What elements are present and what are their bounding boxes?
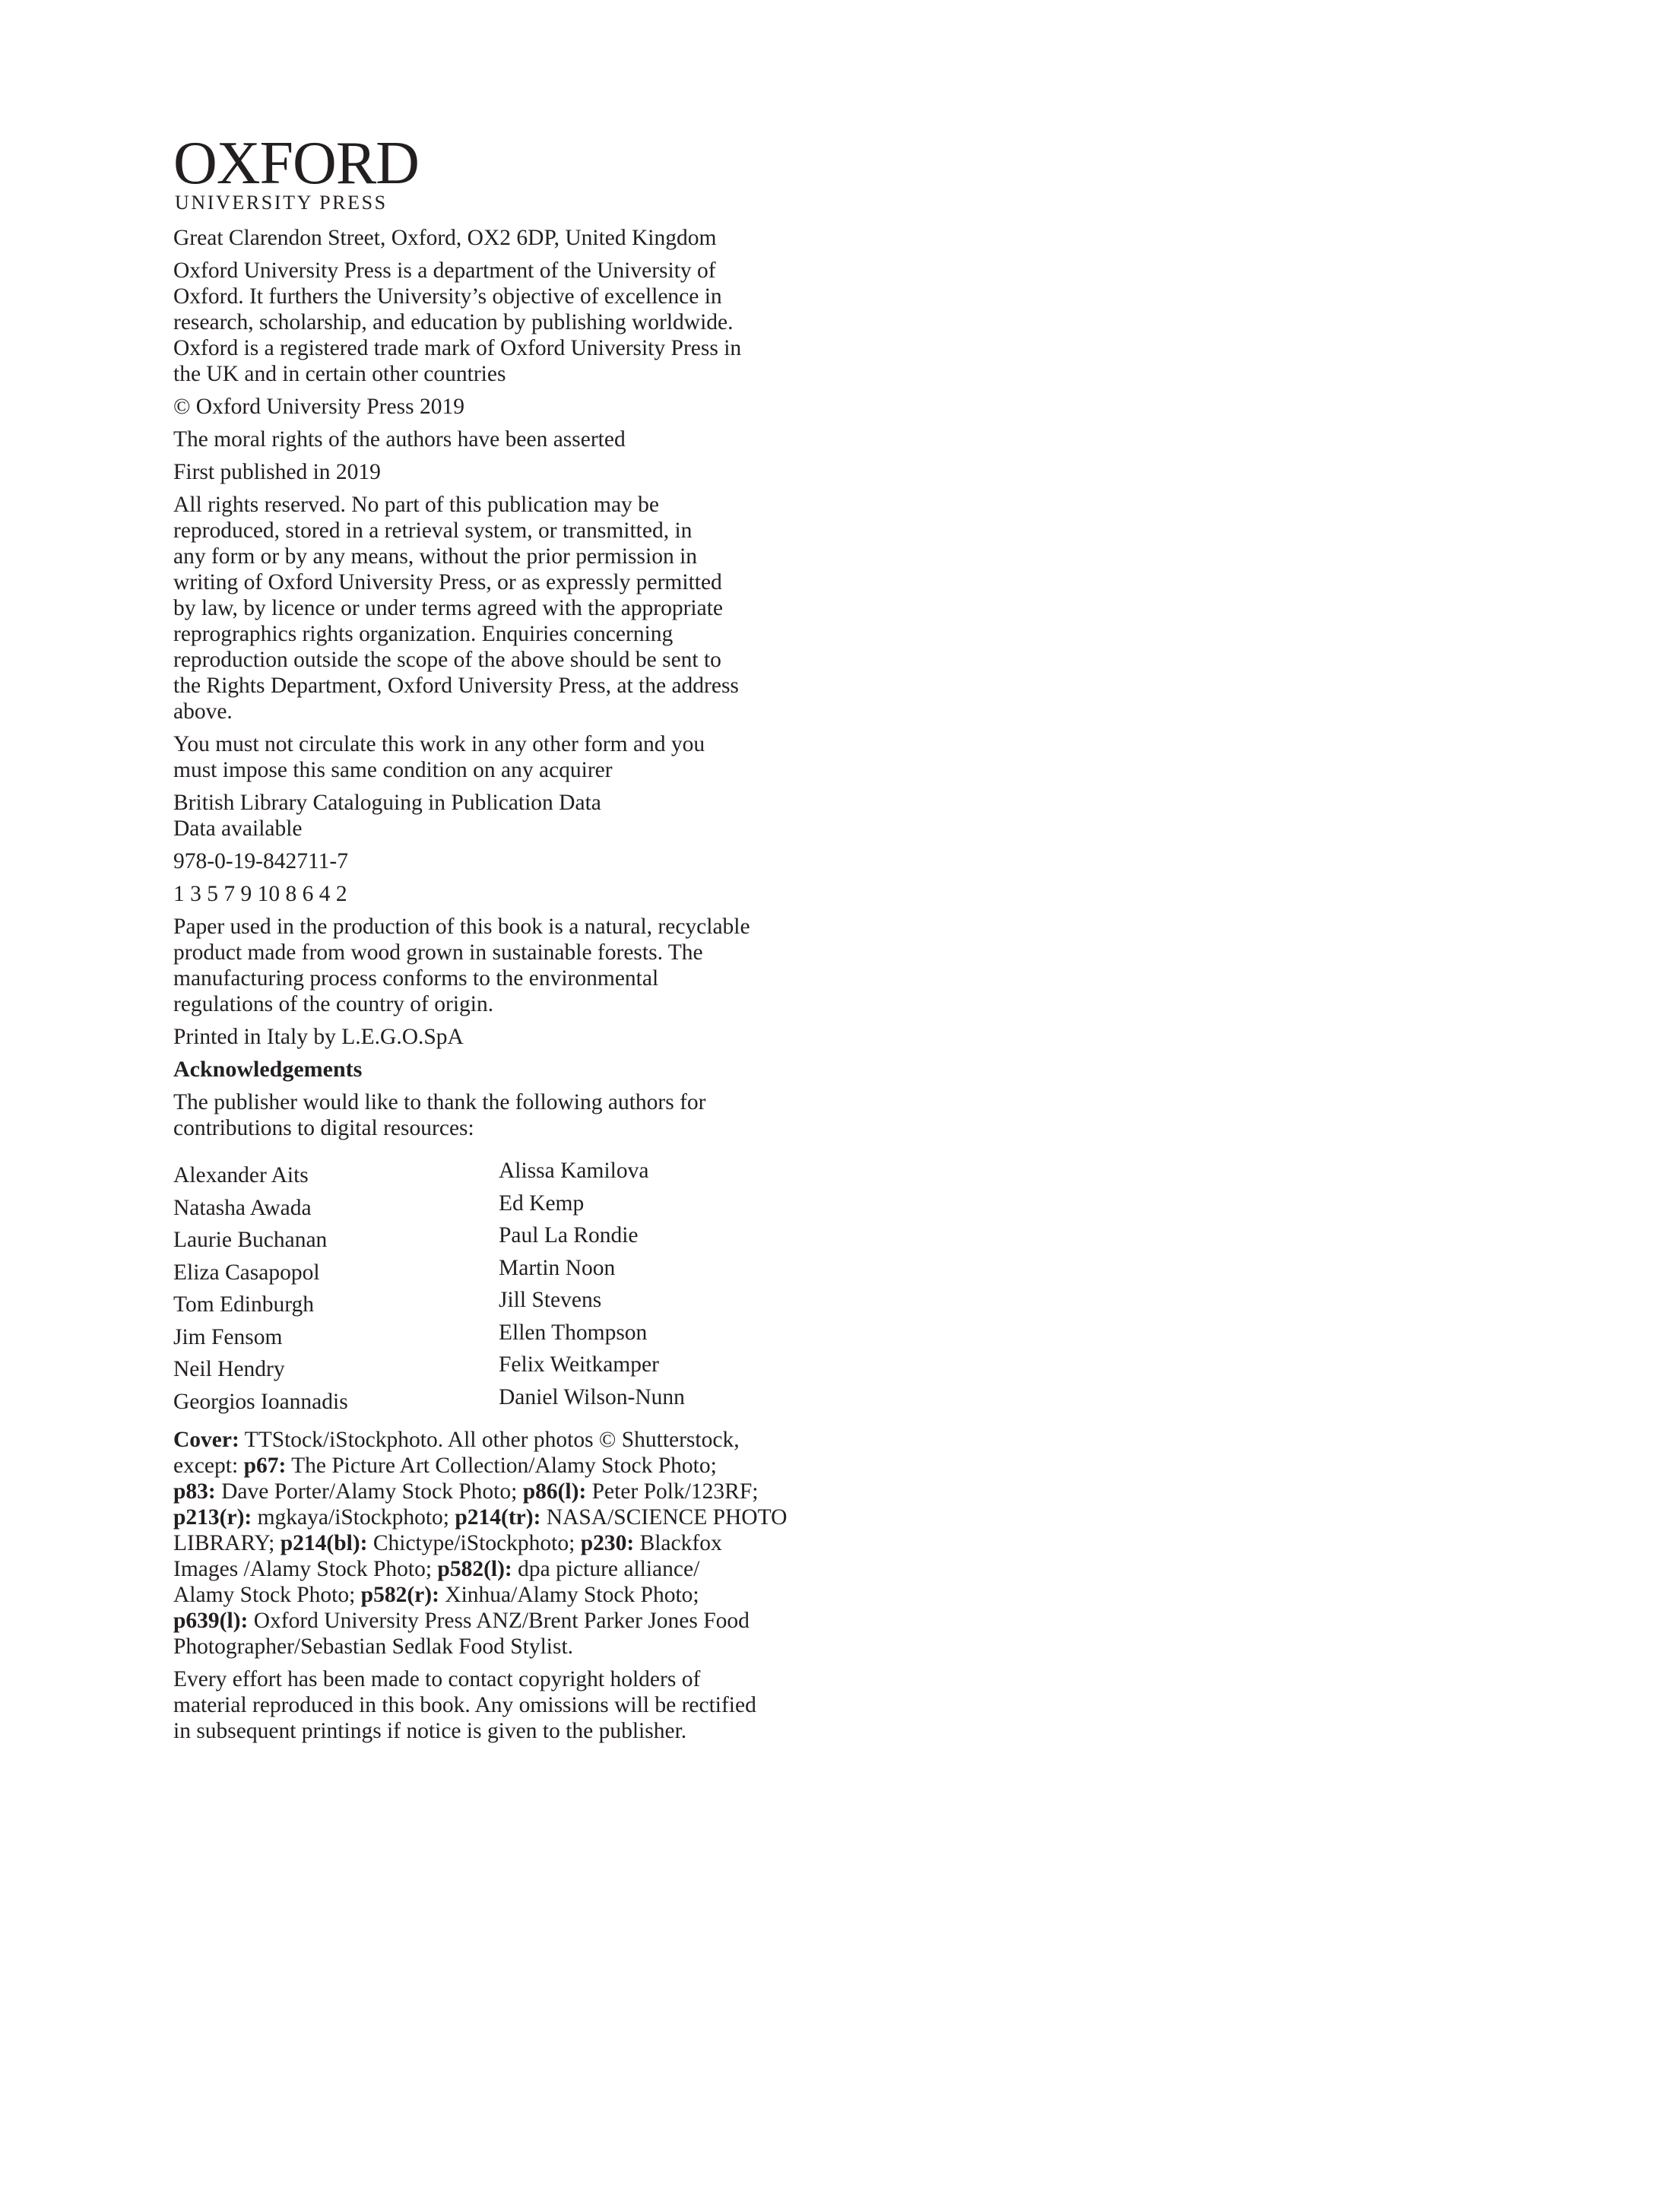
contributor-name: Felix Weitkamper (499, 1352, 659, 1377)
contributor-name: Martin Noon (499, 1255, 616, 1280)
copyright-disclaimer: Every effort has been made to contact copyright holders of material reproduced in this book. Any omissions will be rectified in subsequent printings if notice is given to the publisher. (173, 1667, 756, 1743)
contributor-names (173, 1159, 857, 1418)
contributor-name: Eliza Casapopol (173, 1260, 320, 1285)
contributor-name: Jim Fensom (173, 1324, 283, 1349)
contributor-name: Neil Hendry (173, 1357, 285, 1381)
contributor-column-right (499, 1155, 826, 1418)
isbn: 978-0-19-842711-7 (173, 849, 348, 873)
contributor-name: Paul La Rondie (499, 1223, 639, 1248)
print-line: 1 3 5 7 9 10 8 6 4 2 (173, 882, 347, 906)
department-statement: Oxford University Press is a department of the University of Oxford. It furthers the University’s objective of excellence in research, scholarship, and education by publishing worldwide. Oxford is a registered trade mark of Oxford University Press in the UK and in certain other countries (173, 258, 742, 386)
contributor-name: Ed Kemp (499, 1190, 585, 1216)
logo-subtitle: UNIVERSITY PRESS (175, 192, 388, 214)
paper-statement: Paper used in the production of this book is a natural, recyclable product made from wood grown in sustainable forests. The manufacturing process conforms to the environmental regulations of the country of origin. (173, 915, 750, 1016)
contributor-name: Alexander Aits (173, 1163, 309, 1187)
moral-rights: The moral rights of the authors have been asserted (173, 427, 626, 452)
contributor-column-left (173, 1159, 499, 1418)
publisher-logo (173, 130, 857, 214)
acknowledgements-intro: The publisher would like to thank the following authors for contributions to digital resources: (173, 1090, 706, 1140)
contributor-name: Daniel Wilson-Nunn (499, 1384, 685, 1409)
cataloguing-data: British Library Cataloguing in Publication Data Data available (173, 791, 601, 841)
contributor-name: Alissa Kamilova (499, 1159, 649, 1183)
first-published: First published in 2019 (173, 460, 381, 484)
circulation-condition: You must not circulate this work in any other form and you must impose this same condition on any acquirer (173, 732, 705, 782)
contributor-name: Georgios Ioannadis (173, 1389, 348, 1414)
rights-statement: All rights reserved. No part of this publication may be reproduced, stored in a retrieval system, or transmitted, in any form or by any means, without the prior permission in writing of Oxford University Press, or as expressly permitted by law, by licence or under terms agreed with the appropriate reprographics rights organization. Enquiries concerning reproduction outside the scope of the above should be sent to the Rights Department, Oxford University Press, at the address above. (173, 493, 739, 724)
copyright-page (173, 130, 857, 1751)
contributor-name: Natasha Awada (173, 1195, 312, 1220)
copyright-notice: © Oxford University Press 2019 (173, 395, 464, 419)
contributor-name: Tom Edinburgh (173, 1292, 315, 1317)
acknowledgements-heading: Acknowledgements (173, 1057, 363, 1082)
publisher-address: Great Clarendon Street, Oxford, OX2 6DP, United Kingdom (173, 226, 717, 250)
printed-in: Printed in Italy by L.E.G.O.SpA (173, 1025, 464, 1049)
photo-credits: Cover: TTStock/iStockphoto. All other photos © Shutterstock, except: p67: The Picture Art Collection/Alamy Stock Photo; p83: Dave Porter/Alamy Stock Photo; p86(l): Peter Polk/123RF; p213(r): mgkaya/iStockphoto; p214(tr): NASA/SCIENCE PHOTO LIBRARY; p214(bl): Chictype/iStockphoto; p230: Blackfox Images /Alamy Stock Photo; p582(l): dpa picture alliance/ Alamy Stock Photo; p582(r): Xinhua/Alamy Stock Photo; p639(l): Oxford University Press ANZ/Brent Parker Jones Food Photographer/Sebastian Sedlak Food Stylist. (173, 1428, 788, 1659)
logo-wordmark: OXFORD (173, 130, 419, 197)
contributor-name: Jill Stevens (499, 1288, 602, 1312)
contributor-name: Laurie Buchanan (173, 1228, 328, 1252)
contributor-name: Ellen Thompson (499, 1320, 648, 1345)
